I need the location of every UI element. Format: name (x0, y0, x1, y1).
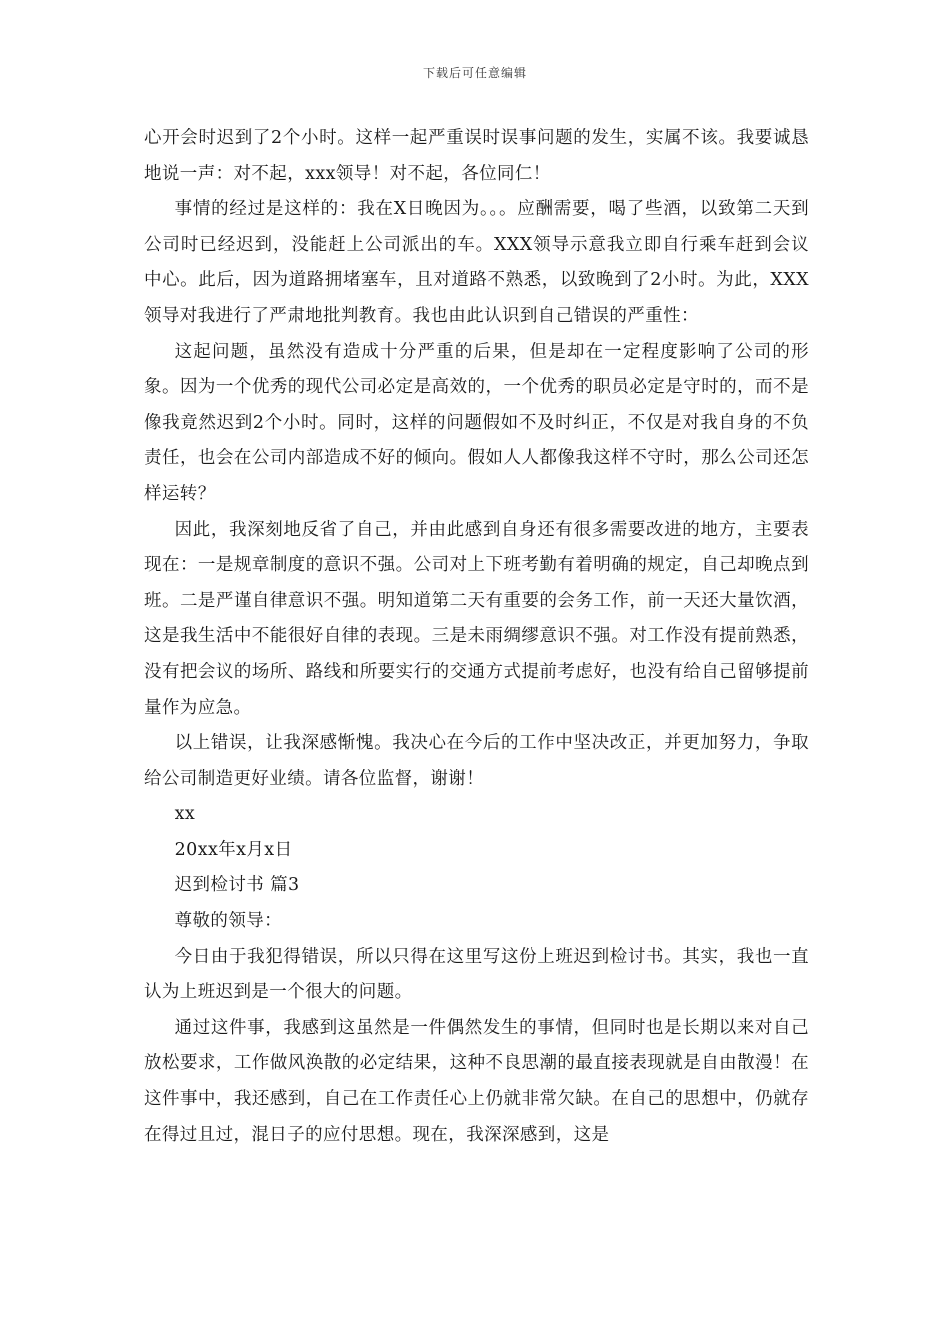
section-title: 迟到检讨书 篇3 (174, 875, 300, 896)
salutation: 尊敬的领导： (174, 911, 283, 932)
paragraph-incident: 事情的经过是这样的：我在X日晚因为。。。应酬需要，喝了些酒，以致第二天到公司时已经迟到，没能赶上公司派出的车。XXX领导示意我立即自行乘车赶到会议中心。此后，因为道路拥堵塞车，且对道路不熟悉，以致晚到了2小时。为此，XXX领导对我进行了严肃地批判教育。我也由此认识到自己错误的严重性： (144, 199, 809, 326)
page-header: 下载后可任意编辑 (422, 66, 527, 80)
paragraph-intro: 今日由于我犯得错误，所以只得在这里写这份上班迟到检讨书。其实，我也一直认为上班迟到是一个很大的问题。 (144, 946, 809, 1003)
signature-name: xx (174, 804, 196, 825)
paragraph-analysis: 通过这件事，我感到这虽然是一件偶然发生的事情，但同时也是长期以来对自己放松要求，工作做风涣散的必定结果，这种不良思潮的最直接表现就是自由散漫！在这件事中，我还感到，自己在工作责任心上仍就非常欠缺。在自己的思想中，仍就存在得过且过，混日子的应付思想。现在，我深深感到，这是 (144, 1017, 809, 1145)
document-body (144, 121, 809, 1153)
paragraph-continuation: 心开会时迟到了2个小时。这样一起严重误时误事问题的发生，实属不该。我要诚恳地说一声：对不起，xxx领导！对不起，各位同仁！ (144, 128, 809, 184)
signature-date: 20xx年x月x日 (174, 839, 293, 860)
paragraph-resolution: 以上错误，让我深感惭愧。我决心在今后的工作中坚决改正，并更加努力，争取给公司制造更好业绩。请各位监督，谢谢！ (144, 733, 809, 789)
paragraph-reflection: 因此，我深刻地反省了自己，并由此感到自身还有很多需要改进的地方，主要表现在：一是规章制度的意识不强。公司对上下班考勤有着明确的规定，自己却晚点到班。二是严谨自律意识不强。明知道第二天有重要的会务工作，前一天还大量饮酒，这是我生活中不能很好自律的表现。三是未雨绸缪意识不强。对工作没有提前熟悉，没有把会议的场所、路线和所要实行的交通方式提前考虑好，也没有给自己留够提前量作为应急。 (144, 519, 809, 718)
paragraph-consequence: 这起问题，虽然没有造成十分严重的后果，但是却在一定程度影响了公司的形象。因为一个优秀的现代公司必定是高效的，一个优秀的职员必定是守时的，而不是像我竟然迟到2个小时。同时，这样的问题假如不及时纠正，不仅是对我自身的不负责任，也会在公司内部造成不好的倾向。假如人人都像我这样不守时，那么公司还怎样运转？ (144, 341, 809, 504)
